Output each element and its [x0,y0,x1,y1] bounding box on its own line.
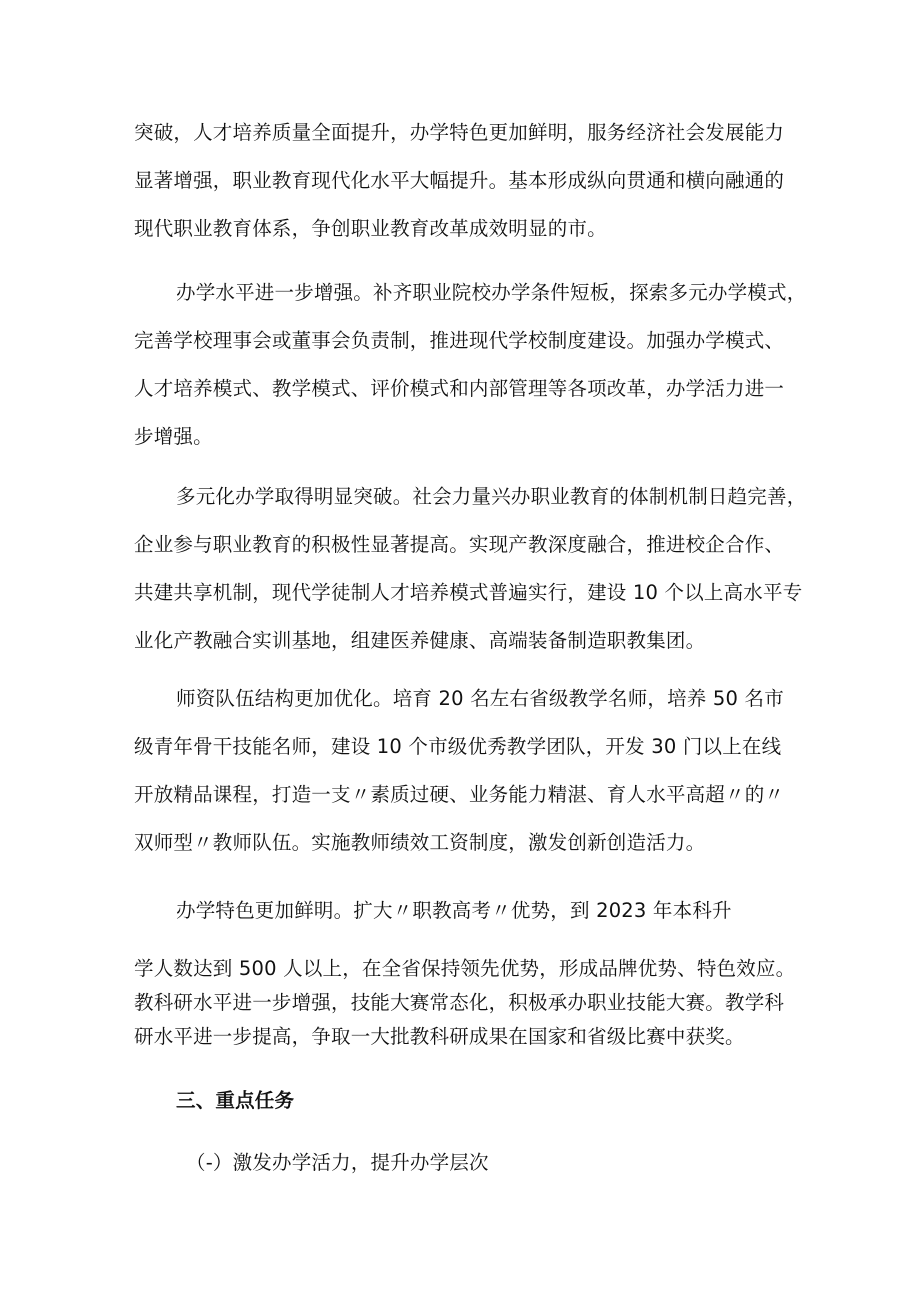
teachers-line-3: 开放精品课程，打造一支〃素质过硬、业务能力精湛、育人水平高超〃的〃 [134,783,785,806]
diversified-line-2: 企业参与职业教育的积极性显著提高。实现产教深度融合，推进校企合作、 [134,533,785,556]
features-line-3: 教科研水平进一步增强，技能大赛常态化，积极承办职业技能大赛。教学科 [134,991,785,1014]
diversified-line-3: 共建共享机制，现代学徒制人才培养模式普遍实行，建设 10 个以上高水平专 [134,581,803,604]
school-level-line-3: 人才培养模式、教学模式、评价模式和内部管理等各项改革，办学活力进一 [134,377,785,400]
diversified-line-1: 多元化办学取得明显突破。社会力量兴办职业教育的体制机制日趋完善， [176,485,807,508]
teachers-line-4: 双师型〃教师队伍。实施教师绩效工资制度，激发创新创造活力。 [134,831,706,854]
school-level-line-1: 办学水平进一步增强。补齐职业院校办学条件短板，探索多元办学模式， [176,281,807,304]
intro-line-3: 现代职业教育体系，争创职业教育改革成效明显的市。 [134,217,607,240]
features-line-4: 研水平进一步提高，争取一大批教科研成果在国家和省级比赛中获奖。 [134,1025,745,1048]
diversified-line-4: 业化产教融合实训基地，组建医养健康、高端装备制造职教集团。 [134,629,706,652]
features-line-1: 办学特色更加鲜明。扩大〃职教高考〃优势，到 2023 年本科升 [176,899,732,922]
intro-line-1: 突破，人才培养质量全面提升，办学特色更加鲜明，服务经济社会发展能力 [134,121,785,144]
subsection-heading: （-）激发办学活力，提升办学层次 [186,1151,489,1174]
school-level-line-4: 步增强。 [134,425,213,448]
teachers-line-1: 师资队伍结构更加优化。培育 20 名左右省级教学名师，培养 50 名市 [176,687,784,710]
section-heading: 三、重点任务 [176,1089,295,1112]
teachers-line-2: 级青年骨干技能名师，建设 10 个市级优秀教学团队，开发 30 门以上在线 [134,735,782,758]
features-line-2: 学人数达到 500 人以上，在全省保持领先优势，形成品牌优势、特色效应。 [134,957,796,980]
intro-line-2: 显著增强，职业教育现代化水平大幅提升。基本形成纵向贯通和横向融通的 [134,169,785,192]
school-level-line-2: 完善学校理事会或董事会负责制，推进现代学校制度建设。加强办学模式、 [134,329,785,352]
